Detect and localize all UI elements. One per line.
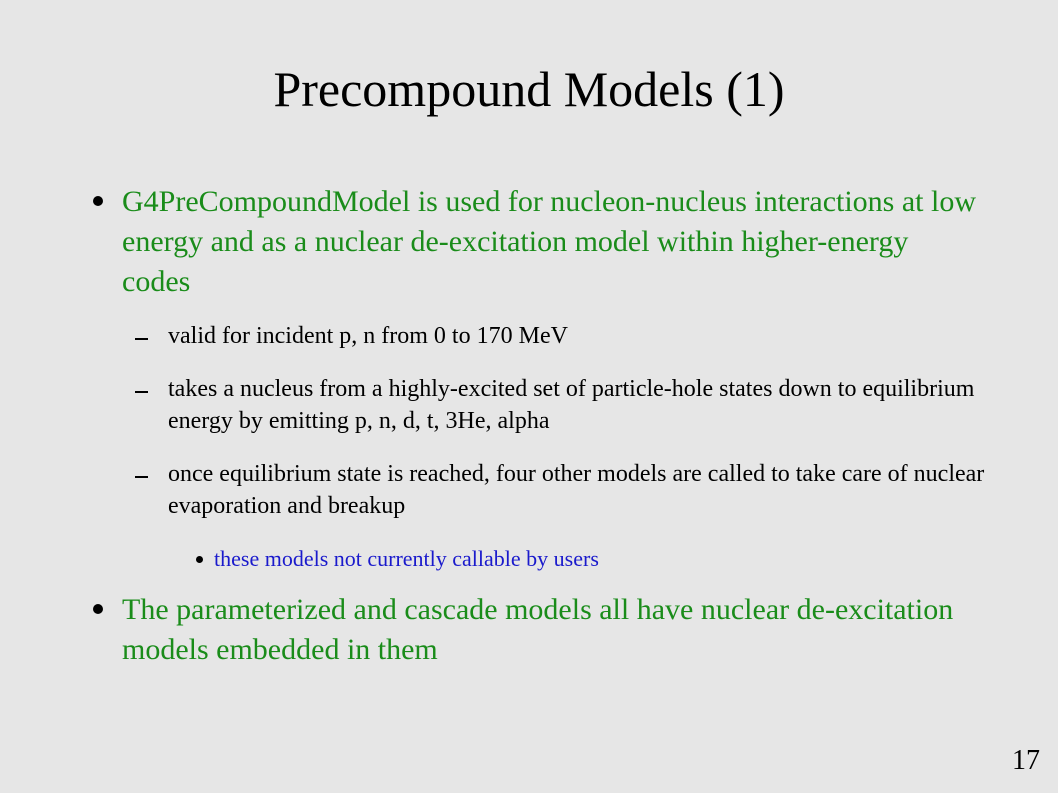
page-number: 17 [1012,745,1040,776]
sub-bullet-text: takes a nucleus from a highly-excited set of particle-hole states down to equilibrium energy by emitting p, n, d, t, 3He, alpha [168,376,975,434]
sub-bullet-text: valid for incident p, n from 0 to 170 MeV [168,323,568,349]
bullet-text: G4PreCompoundModel is used for nucleon-nucleus interactions at low energy and as a nuclear de-excitation model within higher-energy codes [122,185,977,298]
bullet-text: The parameterized and cascade models all have nuclear de-excitation models embedded in them [122,593,954,666]
bullet-dot-icon [196,556,203,563]
dash-icon [135,338,148,340]
dash-icon [135,476,148,478]
slide-title: Precompound Models (1) [273,61,785,117]
sub-bullet-text: once equilibrium state is reached, four other models are called to take care of nuclear evaporation and breakup [168,461,985,519]
bullet-dot-icon [93,196,103,206]
sub-sub-bullet-text: these models not currently callable by users [214,546,599,571]
dash-icon [135,391,148,393]
bullet-dot-icon [93,604,103,614]
